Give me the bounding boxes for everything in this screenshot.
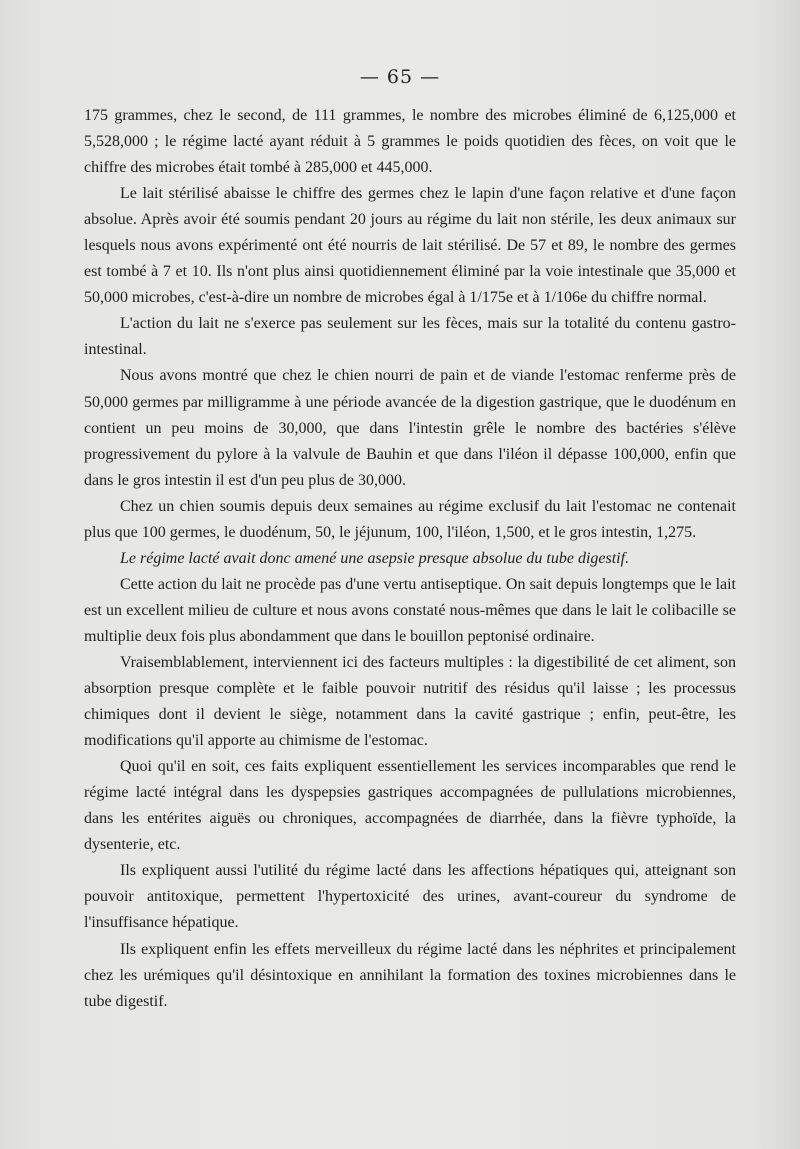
paragraph-3: L'action du lait ne s'exerce pas seulement sur les fèces, mais sur la totalité du contenu gastro-intestinal. xyxy=(84,315,736,359)
paragraph-1: 175 grammes, chez le second, de 111 grammes, le nombre des microbes éliminé de 6,125,000 et 5,528,000 ; le régime lacté ayant réduit à 5 grammes le poids quotidien des fèces, on voit que le chiffre des microbes était tombé à 285,000 et 445,000. xyxy=(84,107,736,177)
page-number: — 65 — xyxy=(359,66,441,88)
paragraph-6-italic: Le régime lacté avait donc amené une asepsie presque absolue du tube digestif. xyxy=(120,549,630,567)
paragraph-8: Vraisemblablement, interviennent ici des facteurs multiples : la digestibilité de cet aliment, son absorption presque complète et le faible pouvoir nutritif des résidus qu'il laisse ; les processus chimiques dont il devient le siège, notamment dans la cavité gastrique ; enfin, peut-être, les modifications qu'il apporte au chimisme de l'estomac. xyxy=(84,653,736,750)
paragraph-4: Nous avons montré que chez le chien nourri de pain et de viande l'estomac renferme près de 50,000 germes par milligramme à une période avancée de la digestion gastrique, que le duodénum en contient un peu moins de 30,000, que dans l'intestin grêle le nombre des bactéries s'élève progressivement du pylore à la valvule de Bauhin et que dans l'iléon il dépasse 100,000, enfin que dans le gros intestin il est d'un peu plus de 30,000. xyxy=(84,367,736,489)
paragraph-10: Ils expliquent aussi l'utilité du régime lacté dans les affections hépatiques qui, atteignant son pouvoir antitoxique, permettent l'hypertoxicité des urines, avant-coureur du syndrome de l'insuffisance hépatique. xyxy=(84,862,736,932)
paragraph-7: Cette action du lait ne procède pas d'une vertu antiseptique. On sait depuis longtemps que le lait est un excellent milieu de culture et nous avons constaté nous-mêmes que dans le lait le colibacille se multiplie deux fois plus abondamment que dans le bouillon peptonisé ordinaire. xyxy=(84,575,736,645)
body-text xyxy=(84,103,736,1015)
paragraph-9: Quoi qu'il en soit, ces faits expliquent essentiellement les services incomparables que rend le régime lacté intégral dans les dyspepsies gastriques accompagnées de pullulations microbiennes, dans les entérites aiguës ou chroniques, accompagnées de diarrhée, dans la fièvre typhoïde, la dysenterie, etc. xyxy=(84,758,736,854)
paragraph-11: Ils expliquent enfin les effets merveilleux du régime lacté dans les néphrites et principalement chez les urémiques qu'il désintoxique en annihilant la formation des toxines microbiennes dans le tube digestif. xyxy=(84,940,736,1010)
paragraph-5: Chez un chien soumis depuis deux semaines au régime exclusif du lait l'estomac ne contenait plus que 100 germes, le duodénum, 50, le jéjunum, 100, l'iléon, 1,500, et le gros intestin, 1,275. xyxy=(84,497,736,541)
paragraph-2: Le lait stérilisé abaisse le chiffre des germes chez le lapin d'une façon relative et d'une façon absolue. Après avoir été soumis pendant 20 jours au régime du lait non stérile, les deux animaux sur lesquels nous avons expérimenté ont été nourris de lait stérilisé. De 57 et 89, le nombre des germes est tombé à 7 et 10. Ils n'ont plus ainsi quotidiennement éliminé par la voie intestinale que 35,000 et 50,000 microbes, c'est-à-dire un nombre de microbes égal à 1/175e et à 1/106e du chiffre normal. xyxy=(84,185,736,307)
